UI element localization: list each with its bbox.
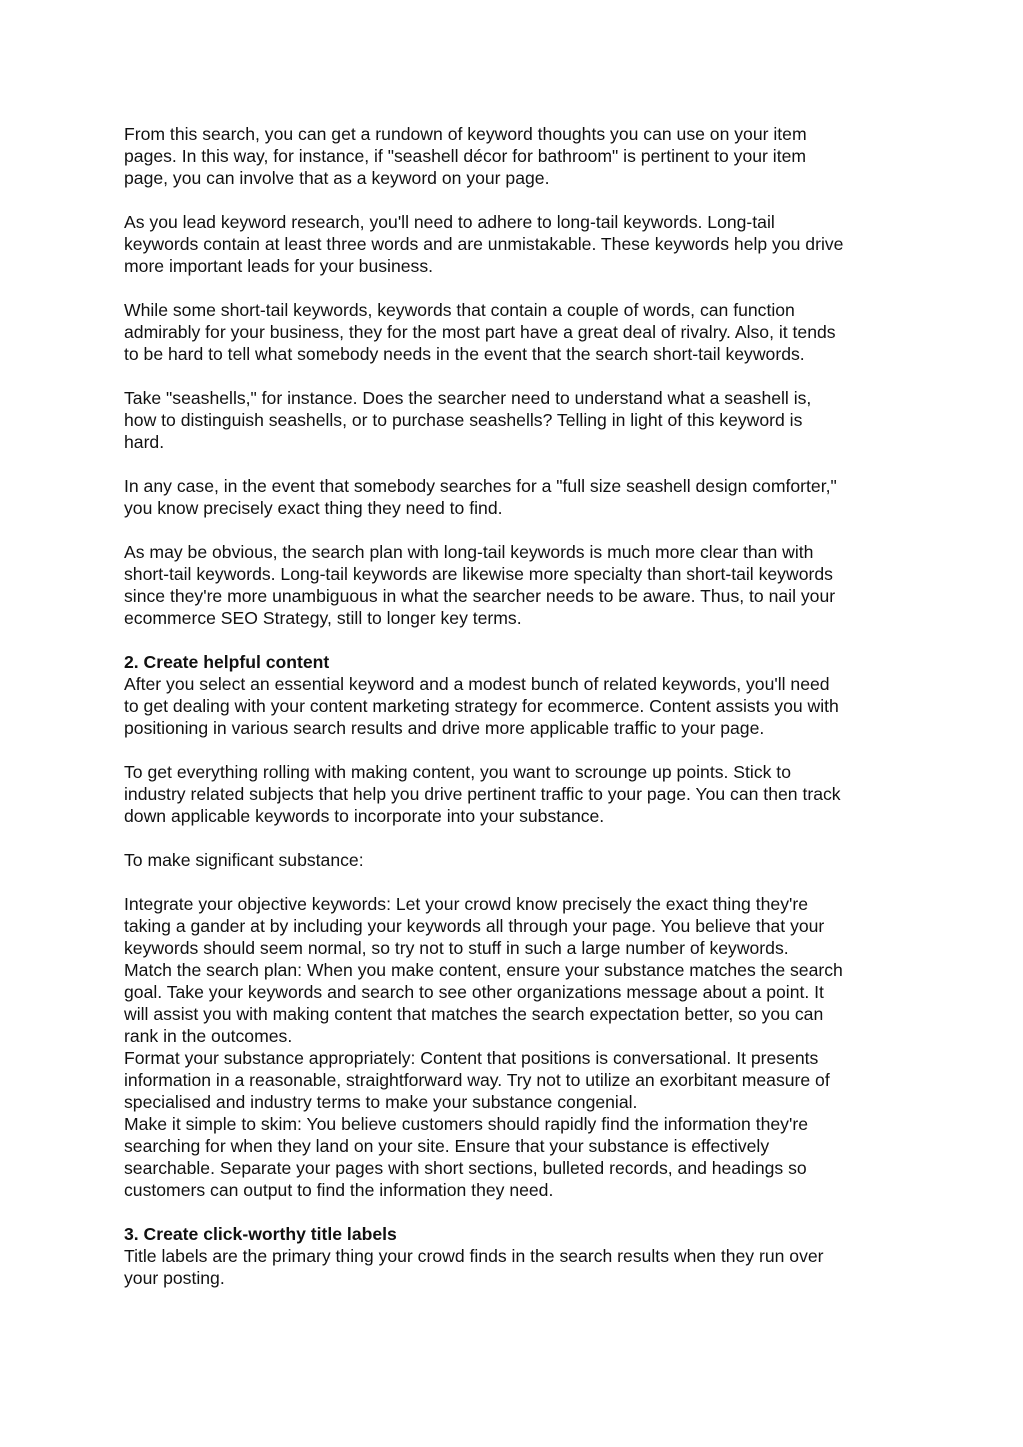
text-line: more important leads for your business.: [124, 256, 434, 276]
text-line: short-tail keywords. Long-tail keywords are likewise more specialty than short-tail keywords: [124, 564, 833, 584]
text-line: industry related subjects that help you drive pertinent traffic to your page. You can then track: [124, 784, 841, 804]
list-item-line: taking a gander at by including your keywords all through your page. You believe that your: [124, 916, 825, 936]
paragraph-search-plan: [124, 541, 914, 629]
list-item-line: customers can output to find the information they need.: [124, 1180, 554, 1200]
text-line: since they're more unambiguous in what the searcher needs to be aware. Thus, to nail your: [124, 586, 836, 606]
list-item-line: searchable. Separate your pages with short sections, bulleted records, and headings so: [124, 1158, 807, 1178]
section-create-helpful-content: [124, 651, 914, 739]
paragraph-seashells-example: [124, 387, 914, 453]
paragraph-making-content: [124, 761, 914, 827]
section-heading: 3. Create click-worthy title labels: [124, 1224, 397, 1244]
paragraph-long-tail-keywords: [124, 211, 914, 277]
text-line: you know precisely exact thing they need to find.: [124, 498, 503, 518]
text-line: As you lead keyword research, you'll need to adhere to long-tail keywords. Long-tail: [124, 212, 775, 232]
text-line: After you select an essential keyword and a modest bunch of related keywords, you'll need: [124, 674, 830, 694]
text-line: While some short-tail keywords, keywords that contain a couple of words, can function: [124, 300, 795, 320]
list-item-line: Format your substance appropriately: Content that positions is conversational. It presents: [124, 1048, 819, 1068]
list-item-line: goal. Take your keywords and search to see other organizations message about a point. It: [124, 982, 824, 1002]
list-item-line: will assist you with making content that matches the search expectation better, so you can: [124, 1004, 824, 1024]
text-line: To make significant substance:: [124, 850, 364, 870]
paragraph-keyword-rundown: [124, 123, 914, 189]
list-item-line: rank in the outcomes.: [124, 1026, 293, 1046]
text-line: keywords contain at least three words and are unmistakable. These keywords help you drive: [124, 234, 844, 254]
paragraph-short-tail-keywords: [124, 299, 914, 365]
paragraph-comforter-example: [124, 475, 914, 519]
list-item-line: searching for when they land on your site. Ensure that your substance is effectively: [124, 1136, 770, 1156]
list-item-line: Make it simple to skim: You believe customers should rapidly find the information they're: [124, 1114, 808, 1134]
text-line: how to distinguish seashells, or to purchase seashells? Telling in light of this keyword is: [124, 410, 803, 430]
list-item-line: information in a reasonable, straightforward way. Try not to utilize an exorbitant measure of: [124, 1070, 830, 1090]
text-line: From this search, you can get a rundown of keyword thoughts you can use on your item: [124, 124, 807, 144]
list-item-line: Integrate your objective keywords: Let your crowd know precisely the exact thing they're: [124, 894, 808, 914]
list-item-line: keywords should seem normal, so try not to stuff in such a large number of keywords.: [124, 938, 789, 958]
section-heading: 2. Create helpful content: [124, 652, 330, 672]
text-line: To get everything rolling with making content, you want to scrounge up points. Stick to: [124, 762, 791, 782]
text-line: admirably for your business, they for the most part have a great deal of rivalry. Also, it tends: [124, 322, 836, 342]
text-line: down applicable keywords to incorporate into your substance.: [124, 806, 605, 826]
list-item-line: Match the search plan: When you make content, ensure your substance matches the search: [124, 960, 843, 980]
text-line: your posting.: [124, 1268, 225, 1288]
list-item-line: specialised and industry terms to make your substance congenial.: [124, 1092, 638, 1112]
section-click-worthy-title-labels: [124, 1223, 914, 1289]
text-line: As may be obvious, the search plan with long-tail keywords is much more clear than with: [124, 542, 814, 562]
text-line: page, you can involve that as a keyword on your page.: [124, 168, 550, 188]
text-line: pages. In this way, for instance, if "seashell décor for bathroom" is pertinent to your item: [124, 146, 807, 166]
text-line: Take "seashells," for instance. Does the searcher need to understand what a seashell is,: [124, 388, 812, 408]
text-line: ecommerce SEO Strategy, still to longer key terms.: [124, 608, 522, 628]
content-tips-list: [124, 893, 914, 1201]
text-line: to be hard to tell what somebody needs in the event that the search short-tail keywords.: [124, 344, 805, 364]
text-line: Title labels are the primary thing your crowd finds in the search results when they run over: [124, 1246, 824, 1266]
document-page: [124, 123, 914, 1311]
text-line: positioning in various search results and drive more applicable traffic to your page.: [124, 718, 765, 738]
text-line: In any case, in the event that somebody searches for a "full size seashell design comforter,": [124, 476, 837, 496]
text-line: hard.: [124, 432, 165, 452]
paragraph-significant-substance: [124, 849, 914, 871]
text-line: to get dealing with your content marketing strategy for ecommerce. Content assists you with: [124, 696, 839, 716]
